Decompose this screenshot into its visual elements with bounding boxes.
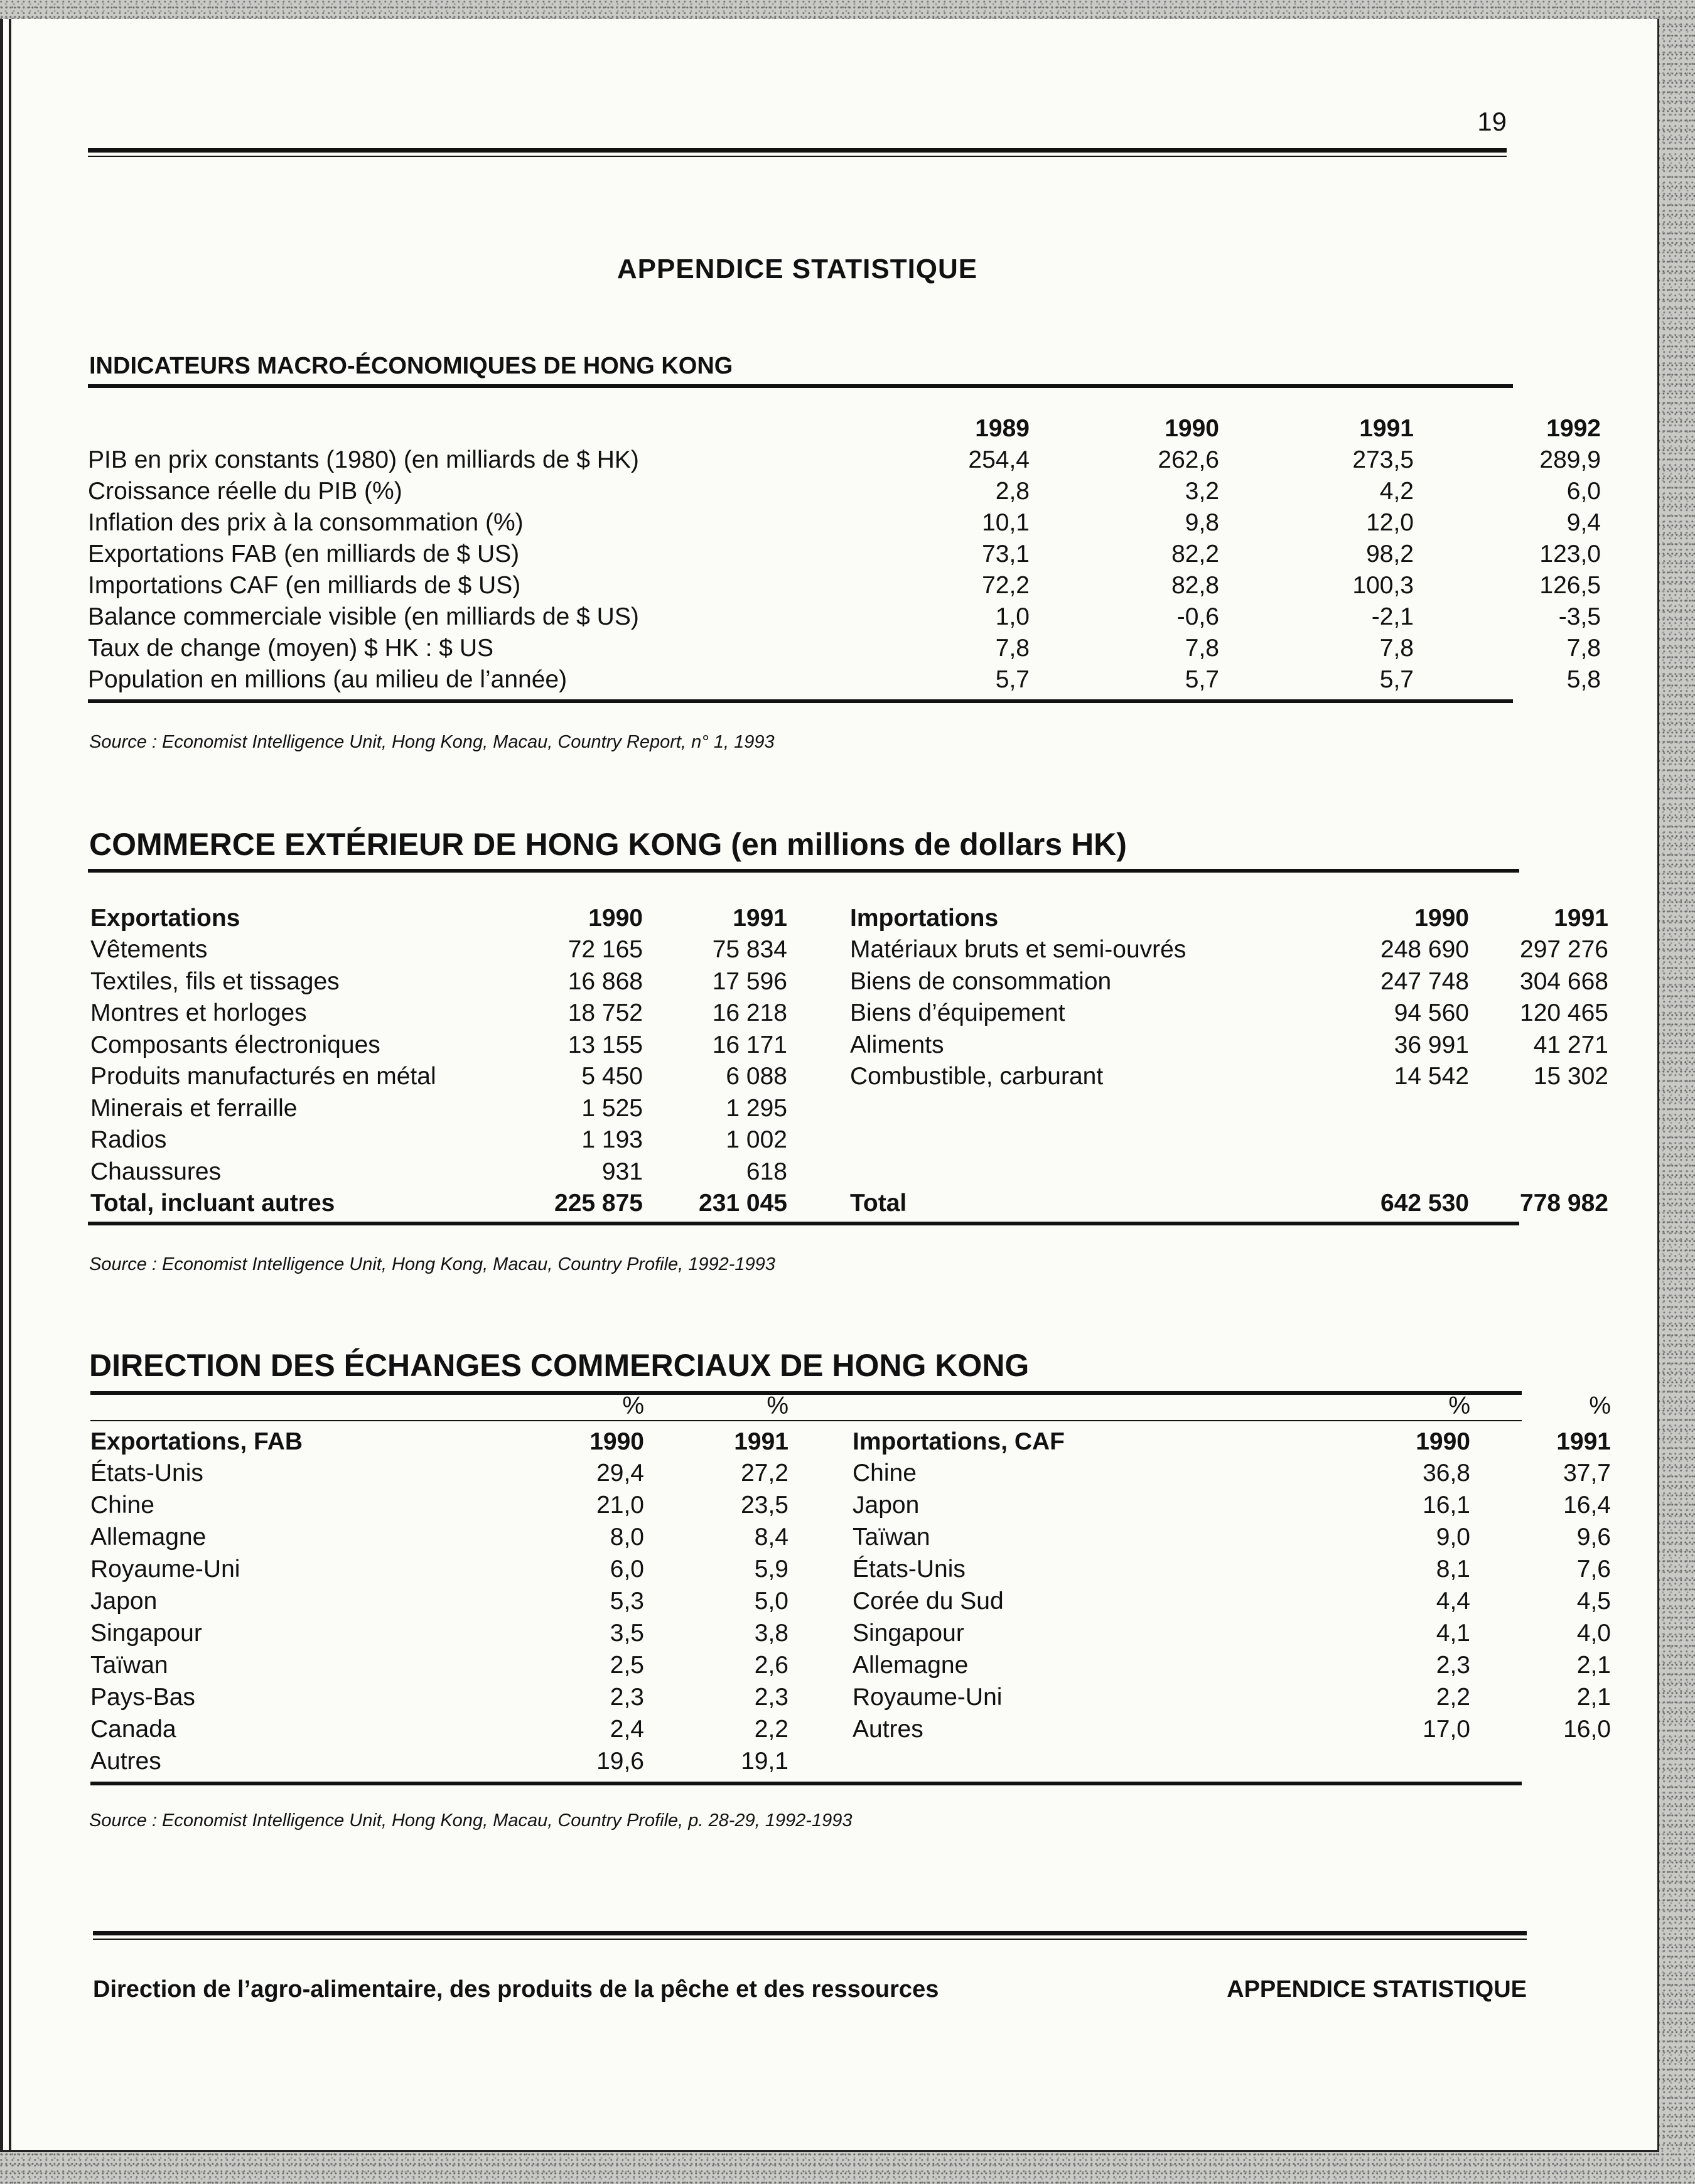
percent-label: % (1448, 1392, 1470, 1419)
appendix-title: APPENDICE STATISTIQUE (616, 254, 978, 284)
macro-value: 4,2 (1379, 478, 1414, 505)
export-share-1991: 3,8 (754, 1620, 788, 1647)
trade-section-title: COMMERCE EXTÉRIEUR DE HONG KONG (en millions de dollars HK) (89, 827, 1127, 862)
macro-bottom-rule (88, 699, 1513, 703)
import-share-1990: 16,1 (1423, 1492, 1470, 1519)
macro-value: 5,7 (1185, 666, 1219, 693)
trade-header-row (90, 903, 1608, 934)
macro-value: 7,8 (995, 635, 1030, 662)
macro-value: 2,8 (995, 478, 1030, 505)
footer-left-text: Direction de l’agro-alimentaire, des produits de la pêche et des ressources (93, 1976, 939, 2003)
export-country: Royaume-Uni (90, 1556, 240, 1583)
export-country: Taïwan (90, 1652, 168, 1679)
import-label: Biens de consommation (850, 967, 1112, 995)
macro-value: 6,0 (1566, 478, 1601, 505)
year-header-cell: 1991 (733, 905, 787, 932)
macro-value: 254,4 (968, 446, 1030, 473)
import-label: Combustible, carburant (850, 1063, 1104, 1090)
import-value-1990: 36 991 (1394, 1031, 1469, 1058)
exports-total-1991: 231 045 (699, 1190, 787, 1217)
export-value-1990: 931 (601, 1158, 643, 1185)
direction-row (90, 1618, 1611, 1649)
macro-top-rule (88, 384, 1513, 388)
imports-header: Importations (850, 905, 999, 932)
import-share-1990: 36,8 (1423, 1460, 1470, 1487)
export-value-1991: 17 596 (712, 967, 787, 995)
export-country: États-Unis (90, 1460, 203, 1487)
direction-bottom-rule (90, 1782, 1522, 1785)
export-value-1991: 16 171 (712, 1031, 787, 1058)
macro-value: 3,2 (1185, 478, 1219, 505)
import-label: Aliments (850, 1031, 944, 1058)
export-share-1991: 5,0 (754, 1588, 788, 1615)
export-share-1991: 27,2 (741, 1460, 788, 1487)
macro-value: -0,6 (1176, 603, 1219, 630)
export-value-1990: 13 155 (568, 1031, 643, 1058)
export-value-1991: 6 088 (726, 1063, 787, 1090)
direction-row (90, 1682, 1611, 1713)
export-share-1990: 8,0 (610, 1524, 644, 1551)
import-value-1990: 248 690 (1380, 936, 1469, 963)
direction-row (90, 1490, 1611, 1521)
direction-section-title: DIRECTION DES ÉCHANGES COMMERCIAUX DE HONG KONG (89, 1348, 1030, 1383)
export-country: Allemagne (90, 1524, 207, 1551)
export-country: Pays-Bas (90, 1684, 195, 1711)
export-label: Radios (90, 1126, 167, 1153)
imports-total-label: Total (850, 1190, 907, 1217)
direction-subheader-rule (90, 1420, 1522, 1421)
imports-header: Importations, CAF (853, 1428, 1065, 1455)
import-country: États-Unis (853, 1556, 966, 1583)
macro-value: 98,2 (1366, 541, 1414, 568)
macro-row-label: Taux de change (moyen) $ HK : $ US (88, 635, 493, 662)
direction-row (90, 1554, 1611, 1585)
macro-value: 100,3 (1352, 572, 1414, 599)
year-header-cell: 1989 (975, 415, 1030, 442)
import-share-1990: 2,3 (1436, 1652, 1470, 1679)
export-country: Canada (90, 1716, 176, 1743)
macro-row (88, 507, 1601, 539)
export-value-1990: 5 450 (581, 1063, 643, 1090)
direction-row (90, 1746, 1522, 1777)
exports-total-label: Total, incluant autres (90, 1190, 335, 1217)
export-label: Chaussures (90, 1158, 222, 1185)
macro-value: 10,1 (982, 509, 1030, 536)
direction-row (90, 1650, 1611, 1681)
import-country: Japon (853, 1492, 920, 1519)
year-header-cell: 1990 (1416, 1428, 1470, 1455)
import-value-1991: 304 668 (1520, 967, 1608, 995)
import-value-1990: 247 748 (1380, 967, 1469, 995)
direction-row (90, 1586, 1611, 1617)
export-label: Vêtements (90, 936, 208, 963)
export-share-1991: 8,4 (754, 1524, 788, 1551)
macro-row (88, 444, 1601, 476)
export-share-1991: 2,6 (754, 1652, 788, 1679)
page-number: 19 (1477, 107, 1507, 136)
trade-row (90, 934, 1608, 966)
macro-value: 1,0 (995, 603, 1030, 630)
import-share-1991: 2,1 (1576, 1684, 1611, 1711)
export-share-1990: 2,5 (610, 1652, 644, 1679)
import-value-1990: 94 560 (1394, 999, 1469, 1026)
import-value-1990: 14 542 (1394, 1063, 1469, 1090)
percent-label: % (767, 1392, 788, 1419)
macro-value: -2,1 (1371, 603, 1414, 630)
import-country: Taïwan (853, 1524, 930, 1551)
macro-value: 273,5 (1352, 446, 1414, 473)
exports-header: Exportations, FAB (90, 1428, 303, 1455)
footer-rule (93, 1931, 1527, 1940)
export-country: Japon (90, 1588, 158, 1615)
export-label: Montres et horloges (90, 999, 307, 1026)
import-country: Autres (853, 1716, 923, 1743)
exports-header: Exportations (90, 905, 240, 932)
macro-value: 72,2 (982, 572, 1030, 599)
imports-total-1991: 778 982 (1520, 1190, 1608, 1217)
import-label: Matériaux bruts et semi-ouvrés (850, 936, 1186, 963)
import-value-1991: 120 465 (1520, 999, 1608, 1026)
year-header-cell: 1992 (1546, 415, 1601, 442)
import-value-1991: 297 276 (1520, 936, 1608, 963)
macro-row-label: Importations CAF (en milliards de $ US) (88, 572, 521, 599)
trade-row (90, 966, 1608, 998)
macro-value: 262,6 (1158, 446, 1219, 473)
macro-row-label: Population en millions (au milieu de l’année) (88, 666, 568, 693)
macro-value: 9,4 (1566, 509, 1601, 536)
macro-row (88, 570, 1601, 601)
export-share-1991: 5,9 (754, 1556, 788, 1583)
import-share-1990: 9,0 (1436, 1524, 1470, 1551)
trade-row (90, 1061, 1608, 1092)
export-value-1991: 618 (746, 1158, 787, 1185)
macro-value: 289,9 (1539, 446, 1601, 473)
trade-total-row (90, 1188, 1608, 1219)
export-share-1990: 5,3 (610, 1588, 644, 1615)
macro-row-label: Exportations FAB (en milliards de $ US) (88, 541, 520, 568)
import-share-1991: 37,7 (1563, 1460, 1611, 1487)
trade-top-rule (88, 869, 1519, 873)
export-share-1991: 23,5 (741, 1492, 788, 1519)
macro-value: 5,8 (1566, 666, 1601, 693)
year-header-cell: 1991 (1359, 415, 1414, 442)
import-country: Allemagne (853, 1652, 969, 1679)
macro-row (88, 476, 1601, 507)
year-header-cell: 1991 (734, 1428, 788, 1455)
export-value-1990: 1 193 (581, 1126, 643, 1153)
year-header-cell: 1991 (1554, 905, 1608, 932)
import-value-1991: 41 271 (1533, 1031, 1608, 1058)
export-country: Singapour (90, 1620, 202, 1647)
trade-row (90, 1093, 1522, 1124)
import-share-1991: 16,4 (1563, 1492, 1611, 1519)
binding-edge (0, 19, 15, 2150)
macro-value: 82,2 (1171, 541, 1219, 568)
macro-source: Source : Economist Intelligence Unit, Hong Kong, Macau, Country Report, n° 1, 1993 (89, 732, 775, 752)
macro-value: 12,0 (1366, 509, 1414, 536)
export-value-1991: 1 295 (726, 1094, 787, 1122)
direction-source: Source : Economist Intelligence Unit, Hong Kong, Macau, Country Profile, p. 28-29, 1992-1993 (89, 1810, 853, 1831)
macro-value: 5,7 (995, 666, 1030, 693)
export-value-1991: 16 218 (712, 999, 787, 1026)
macro-row-label: Croissance réelle du PIB (%) (88, 478, 402, 505)
year-header-cell: 1990 (1414, 905, 1469, 932)
macro-section-title: INDICATEURS MACRO-ÉCONOMIQUES DE HONG KONG (89, 353, 733, 379)
macro-row-label: Inflation des prix à la consommation (%) (88, 509, 524, 536)
export-value-1990: 18 752 (568, 999, 643, 1026)
trade-bottom-rule (88, 1222, 1519, 1225)
macro-value: 7,8 (1566, 635, 1601, 662)
import-share-1990: 2,2 (1436, 1684, 1470, 1711)
export-share-1990: 3,5 (610, 1620, 644, 1647)
macro-row (88, 664, 1601, 696)
direction-percent-row (90, 1392, 1611, 1420)
import-share-1991: 16,0 (1563, 1716, 1611, 1743)
export-share-1990: 2,3 (610, 1684, 644, 1711)
macro-row (88, 601, 1601, 633)
import-country: Singapour (853, 1620, 964, 1647)
import-country: Chine (853, 1460, 917, 1487)
export-share-1991: 2,3 (754, 1684, 788, 1711)
macro-row (88, 633, 1601, 664)
year-header-cell: 1991 (1556, 1428, 1611, 1455)
scan-margin-bottom (0, 2147, 1695, 2184)
macro-row-label: Balance commerciale visible (en milliards de $ US) (88, 603, 639, 630)
macro-row-label: PIB en prix constants (1980) (en milliards de $ HK) (88, 446, 639, 473)
year-header-cell: 1990 (588, 905, 643, 932)
export-label: Minerais et ferraille (90, 1094, 298, 1122)
trade-row (90, 1030, 1608, 1061)
export-share-1990: 6,0 (610, 1556, 644, 1583)
macro-value: -3,5 (1558, 603, 1601, 630)
export-share-1990: 21,0 (596, 1492, 644, 1519)
footer-right-text: APPENDICE STATISTIQUE (1227, 1976, 1527, 2003)
import-label: Biens d’équipement (850, 999, 1065, 1026)
year-header-cell: 1990 (1165, 415, 1219, 442)
macro-value: 73,1 (982, 541, 1030, 568)
percent-label: % (1589, 1392, 1611, 1419)
trade-row (90, 1156, 1522, 1188)
macro-value: 5,7 (1379, 666, 1414, 693)
trade-row (90, 1124, 1522, 1156)
direction-header-row (90, 1426, 1611, 1458)
import-share-1991: 4,0 (1576, 1620, 1611, 1647)
import-share-1991: 2,1 (1576, 1652, 1611, 1679)
export-label: Composants électroniques (90, 1031, 380, 1058)
export-share-1991: 19,1 (741, 1748, 788, 1775)
macro-year-header (88, 413, 1601, 444)
macro-value: 123,0 (1539, 541, 1601, 568)
trade-source: Source : Economist Intelligence Unit, Hong Kong, Macau, Country Profile, 1992-1993 (89, 1254, 775, 1274)
export-value-1990: 72 165 (568, 936, 643, 963)
export-country: Chine (90, 1492, 154, 1519)
import-share-1990: 17,0 (1423, 1716, 1470, 1743)
import-share-1991: 7,6 (1576, 1556, 1611, 1583)
export-share-1991: 2,2 (754, 1716, 788, 1743)
direction-row (90, 1714, 1611, 1745)
import-country: Royaume-Uni (853, 1684, 1003, 1711)
imports-total-1990: 642 530 (1380, 1190, 1469, 1217)
direction-row (90, 1458, 1611, 1489)
macro-row (88, 539, 1601, 570)
trade-row (90, 998, 1608, 1029)
export-value-1990: 1 525 (581, 1094, 643, 1122)
export-value-1990: 16 868 (568, 967, 643, 995)
export-label: Textiles, fils et tissages (90, 967, 340, 995)
percent-label: % (622, 1392, 644, 1419)
export-value-1991: 75 834 (712, 936, 787, 963)
header-rule (88, 148, 1507, 157)
macro-value: 9,8 (1185, 509, 1219, 536)
exports-total-1990: 225 875 (554, 1190, 643, 1217)
import-value-1991: 15 302 (1533, 1063, 1608, 1090)
macro-value: 7,8 (1379, 635, 1414, 662)
export-share-1990: 19,6 (596, 1748, 644, 1775)
scan-margin-right (1657, 0, 1695, 2184)
macro-value: 126,5 (1539, 572, 1601, 599)
import-country: Corée du Sud (853, 1588, 1004, 1615)
export-share-1990: 2,4 (610, 1716, 644, 1743)
year-header-cell: 1990 (589, 1428, 644, 1455)
macro-value: 82,8 (1171, 572, 1219, 599)
import-share-1990: 4,4 (1436, 1588, 1470, 1615)
import-share-1991: 9,6 (1576, 1524, 1611, 1551)
direction-row (90, 1522, 1611, 1553)
export-country: Autres (90, 1748, 161, 1775)
export-label: Produits manufacturés en métal (90, 1063, 436, 1090)
import-share-1991: 4,5 (1576, 1588, 1611, 1615)
import-share-1990: 4,1 (1436, 1620, 1470, 1647)
export-value-1991: 1 002 (726, 1126, 787, 1153)
import-share-1990: 8,1 (1436, 1556, 1470, 1583)
export-share-1990: 29,4 (596, 1460, 644, 1487)
macro-value: 7,8 (1185, 635, 1219, 662)
